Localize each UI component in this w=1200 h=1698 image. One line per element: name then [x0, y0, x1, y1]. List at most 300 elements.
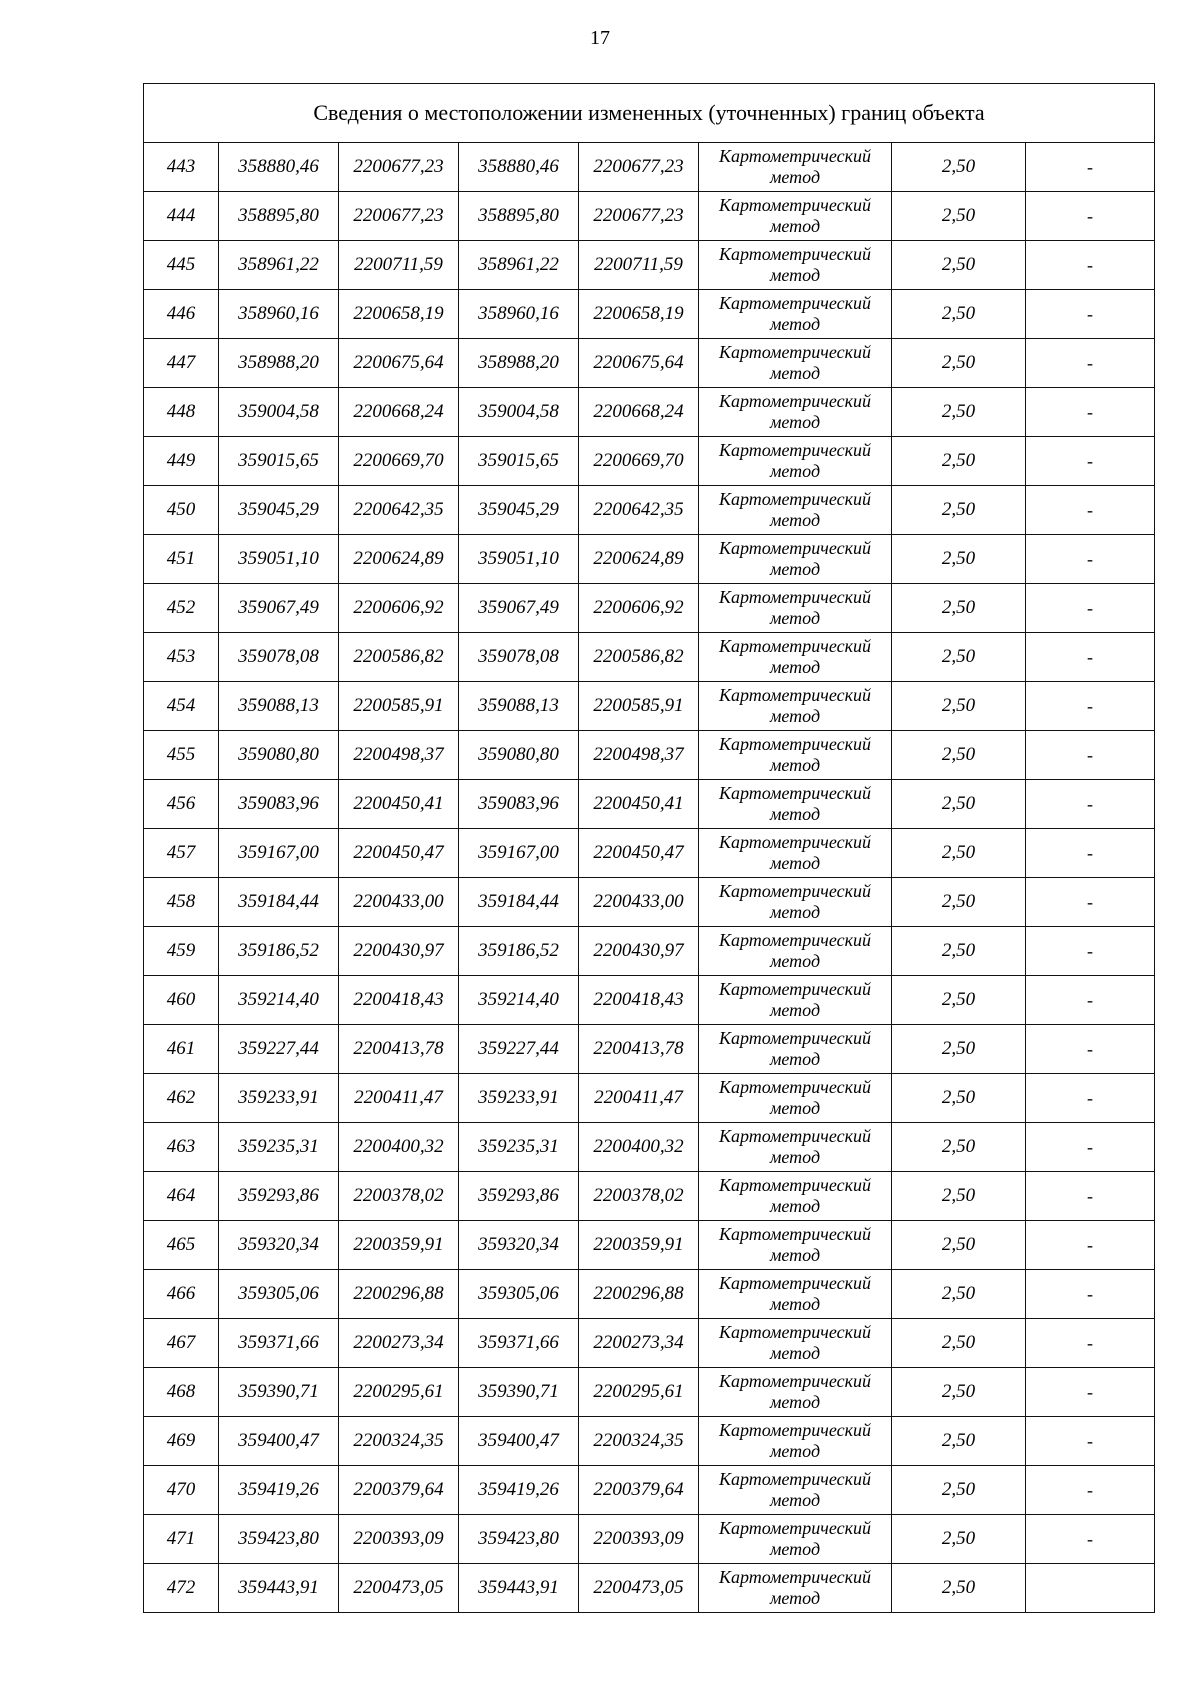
- table-row: [144, 339, 1155, 388]
- table-row: [144, 633, 1155, 682]
- refined-x-cell: 359078,08: [459, 633, 579, 682]
- method-line-1: Картометрический: [718, 930, 871, 950]
- accuracy-cell: 2,50: [892, 1466, 1026, 1515]
- note-cell: -: [1026, 437, 1155, 486]
- method-line-2: метод: [769, 1539, 821, 1559]
- refined-x-cell: 359015,65: [459, 437, 579, 486]
- method-line-1: Картометрический: [718, 881, 871, 901]
- existing-y-cell: 2200295,61: [339, 1368, 459, 1417]
- refined-x-cell: 359305,06: [459, 1270, 579, 1319]
- refined-x-cell: 359423,80: [459, 1515, 579, 1564]
- table-row: [144, 437, 1155, 486]
- note-cell: -: [1026, 290, 1155, 339]
- point-number-cell: 463: [144, 1123, 219, 1172]
- point-number-cell: 445: [144, 241, 219, 290]
- table-row: [144, 1172, 1155, 1221]
- existing-y-cell: 2200669,70: [339, 437, 459, 486]
- refined-y-cell: 2200624,89: [579, 535, 699, 584]
- note-cell: -: [1026, 1466, 1155, 1515]
- existing-x-cell: 359235,31: [219, 1123, 339, 1172]
- method-cell: [699, 633, 892, 682]
- point-number-cell: 467: [144, 1319, 219, 1368]
- accuracy-cell: 2,50: [892, 1319, 1026, 1368]
- method-line-2: метод: [769, 314, 821, 334]
- accuracy-cell: 2,50: [892, 633, 1026, 682]
- refined-y-cell: 2200433,00: [579, 878, 699, 927]
- method-cell: [699, 437, 892, 486]
- refined-x-cell: 359045,29: [459, 486, 579, 535]
- refined-x-cell: 359293,86: [459, 1172, 579, 1221]
- table-row: [144, 1025, 1155, 1074]
- existing-x-cell: 359423,80: [219, 1515, 339, 1564]
- refined-y-cell: 2200677,23: [579, 143, 699, 192]
- refined-x-cell: 359051,10: [459, 535, 579, 584]
- method-line-2: метод: [769, 608, 821, 628]
- existing-x-cell: 359184,44: [219, 878, 339, 927]
- refined-y-cell: 2200586,82: [579, 633, 699, 682]
- refined-y-cell: 2200450,41: [579, 780, 699, 829]
- refined-y-cell: 2200677,23: [579, 192, 699, 241]
- note-cell: -: [1026, 829, 1155, 878]
- note-cell: -: [1026, 1074, 1155, 1123]
- table-title-row: [144, 84, 1155, 143]
- method-line-2: метод: [769, 755, 821, 775]
- method-line-1: Картометрический: [718, 979, 871, 999]
- method-line-2: метод: [769, 216, 821, 236]
- point-number-cell: 459: [144, 927, 219, 976]
- point-number-cell: 455: [144, 731, 219, 780]
- method-line-1: Картометрический: [718, 489, 871, 509]
- method-cell: [699, 1564, 892, 1613]
- existing-x-cell: 358895,80: [219, 192, 339, 241]
- refined-x-cell: 359067,49: [459, 584, 579, 633]
- refined-y-cell: 2200295,61: [579, 1368, 699, 1417]
- existing-y-cell: 2200585,91: [339, 682, 459, 731]
- note-cell: -: [1026, 633, 1155, 682]
- refined-x-cell: 359186,52: [459, 927, 579, 976]
- refined-x-cell: 359320,34: [459, 1221, 579, 1270]
- refined-x-cell: 358961,22: [459, 241, 579, 290]
- method-line-1: Картометрический: [718, 1175, 871, 1195]
- note-cell: -: [1026, 1515, 1155, 1564]
- method-line-1: Картометрический: [718, 1371, 871, 1391]
- method-cell: [699, 829, 892, 878]
- accuracy-cell: 2,50: [892, 1172, 1026, 1221]
- method-cell: [699, 143, 892, 192]
- method-line-2: метод: [769, 853, 821, 873]
- refined-x-cell: 359443,91: [459, 1564, 579, 1613]
- method-line-2: метод: [769, 1049, 821, 1069]
- method-line-1: Картометрический: [718, 1224, 871, 1244]
- existing-y-cell: 2200393,09: [339, 1515, 459, 1564]
- note-cell: -: [1026, 1172, 1155, 1221]
- existing-x-cell: 358988,20: [219, 339, 339, 388]
- note-cell: -: [1026, 976, 1155, 1025]
- accuracy-cell: 2,50: [892, 1221, 1026, 1270]
- existing-x-cell: 358880,46: [219, 143, 339, 192]
- refined-y-cell: 2200473,05: [579, 1564, 699, 1613]
- point-number-cell: 446: [144, 290, 219, 339]
- refined-y-cell: 2200430,97: [579, 927, 699, 976]
- accuracy-cell: 2,50: [892, 192, 1026, 241]
- method-line-1: Картометрический: [718, 1126, 871, 1146]
- method-cell: [699, 192, 892, 241]
- refined-x-cell: 359419,26: [459, 1466, 579, 1515]
- method-cell: [699, 682, 892, 731]
- existing-x-cell: 359320,34: [219, 1221, 339, 1270]
- accuracy-cell: 2,50: [892, 290, 1026, 339]
- accuracy-cell: 2,50: [892, 388, 1026, 437]
- refined-x-cell: 359080,80: [459, 731, 579, 780]
- refined-x-cell: 359390,71: [459, 1368, 579, 1417]
- method-line-2: метод: [769, 1000, 821, 1020]
- refined-x-cell: 359233,91: [459, 1074, 579, 1123]
- method-cell: [699, 1515, 892, 1564]
- method-line-1: Картометрический: [718, 293, 871, 313]
- note-cell: -: [1026, 1270, 1155, 1319]
- note-cell: -: [1026, 927, 1155, 976]
- existing-x-cell: 359051,10: [219, 535, 339, 584]
- existing-x-cell: 359083,96: [219, 780, 339, 829]
- point-number-cell: 451: [144, 535, 219, 584]
- accuracy-cell: 2,50: [892, 1368, 1026, 1417]
- point-number-cell: 454: [144, 682, 219, 731]
- method-line-2: метод: [769, 1147, 821, 1167]
- method-line-1: Картометрический: [718, 1469, 871, 1489]
- refined-x-cell: 359235,31: [459, 1123, 579, 1172]
- existing-x-cell: 359227,44: [219, 1025, 339, 1074]
- method-line-2: метод: [769, 804, 821, 824]
- table-row: [144, 143, 1155, 192]
- note-cell: -: [1026, 535, 1155, 584]
- existing-x-cell: 359293,86: [219, 1172, 339, 1221]
- table-row: [144, 486, 1155, 535]
- table-row: [144, 829, 1155, 878]
- table-row: [144, 682, 1155, 731]
- point-number-cell: 466: [144, 1270, 219, 1319]
- table-row: [144, 1368, 1155, 1417]
- point-number-cell: 456: [144, 780, 219, 829]
- method-line-2: метод: [769, 1490, 821, 1510]
- existing-y-cell: 2200273,34: [339, 1319, 459, 1368]
- table-row: [144, 1319, 1155, 1368]
- refined-x-cell: 359227,44: [459, 1025, 579, 1074]
- point-number-cell: 462: [144, 1074, 219, 1123]
- method-line-1: Картометрический: [718, 832, 871, 852]
- existing-x-cell: 358960,16: [219, 290, 339, 339]
- note-cell: -: [1026, 1319, 1155, 1368]
- refined-x-cell: 359214,40: [459, 976, 579, 1025]
- existing-x-cell: 359186,52: [219, 927, 339, 976]
- point-number-cell: 447: [144, 339, 219, 388]
- method-cell: [699, 1221, 892, 1270]
- existing-x-cell: 359080,80: [219, 731, 339, 780]
- existing-y-cell: 2200296,88: [339, 1270, 459, 1319]
- refined-y-cell: 2200379,64: [579, 1466, 699, 1515]
- method-line-2: метод: [769, 412, 821, 432]
- table-title: Сведения о местоположении измененных (уточненных) границ объекта: [144, 84, 1155, 143]
- note-cell: -: [1026, 1123, 1155, 1172]
- accuracy-cell: 2,50: [892, 437, 1026, 486]
- method-line-1: Картометрический: [718, 342, 871, 362]
- existing-y-cell: 2200711,59: [339, 241, 459, 290]
- method-line-2: метод: [769, 363, 821, 383]
- table-row: [144, 290, 1155, 339]
- method-line-2: метод: [769, 1441, 821, 1461]
- accuracy-cell: 2,50: [892, 731, 1026, 780]
- method-cell: [699, 1368, 892, 1417]
- note-cell: -: [1026, 780, 1155, 829]
- table-row: [144, 731, 1155, 780]
- accuracy-cell: 2,50: [892, 339, 1026, 388]
- existing-x-cell: 359045,29: [219, 486, 339, 535]
- method-line-1: Картометрический: [718, 1077, 871, 1097]
- note-cell: -: [1026, 339, 1155, 388]
- accuracy-cell: 2,50: [892, 143, 1026, 192]
- method-line-1: Картометрический: [718, 1518, 871, 1538]
- refined-y-cell: 2200378,02: [579, 1172, 699, 1221]
- refined-y-cell: 2200273,34: [579, 1319, 699, 1368]
- existing-y-cell: 2200658,19: [339, 290, 459, 339]
- existing-x-cell: 359419,26: [219, 1466, 339, 1515]
- existing-x-cell: 359233,91: [219, 1074, 339, 1123]
- existing-y-cell: 2200418,43: [339, 976, 459, 1025]
- method-line-2: метод: [769, 1196, 821, 1216]
- method-line-1: Картометрический: [718, 685, 871, 705]
- method-cell: [699, 1417, 892, 1466]
- existing-y-cell: 2200379,64: [339, 1466, 459, 1515]
- point-number-cell: 458: [144, 878, 219, 927]
- existing-x-cell: 359078,08: [219, 633, 339, 682]
- refined-x-cell: 359004,58: [459, 388, 579, 437]
- refined-x-cell: 359400,47: [459, 1417, 579, 1466]
- method-line-2: метод: [769, 657, 821, 677]
- method-cell: [699, 1319, 892, 1368]
- point-number-cell: 470: [144, 1466, 219, 1515]
- refined-x-cell: 359184,44: [459, 878, 579, 927]
- note-cell: -: [1026, 1417, 1155, 1466]
- point-number-cell: 465: [144, 1221, 219, 1270]
- note-cell: [1026, 1564, 1155, 1613]
- table-row: [144, 1564, 1155, 1613]
- existing-y-cell: 2200450,47: [339, 829, 459, 878]
- existing-x-cell: 359067,49: [219, 584, 339, 633]
- method-line-1: Картометрический: [718, 195, 871, 215]
- existing-y-cell: 2200450,41: [339, 780, 459, 829]
- method-cell: [699, 1074, 892, 1123]
- point-number-cell: 460: [144, 976, 219, 1025]
- method-line-2: метод: [769, 265, 821, 285]
- accuracy-cell: 2,50: [892, 1270, 1026, 1319]
- method-line-2: метод: [769, 510, 821, 530]
- refined-y-cell: 2200400,32: [579, 1123, 699, 1172]
- note-cell: -: [1026, 486, 1155, 535]
- existing-y-cell: 2200606,92: [339, 584, 459, 633]
- note-cell: -: [1026, 1221, 1155, 1270]
- existing-x-cell: 358961,22: [219, 241, 339, 290]
- refined-y-cell: 2200418,43: [579, 976, 699, 1025]
- accuracy-cell: 2,50: [892, 780, 1026, 829]
- accuracy-cell: 2,50: [892, 584, 1026, 633]
- table-row: [144, 1074, 1155, 1123]
- table-row: [144, 584, 1155, 633]
- accuracy-cell: 2,50: [892, 1515, 1026, 1564]
- method-line-2: метод: [769, 461, 821, 481]
- accuracy-cell: 2,50: [892, 829, 1026, 878]
- method-cell: [699, 486, 892, 535]
- existing-y-cell: 2200400,32: [339, 1123, 459, 1172]
- method-cell: [699, 584, 892, 633]
- refined-y-cell: 2200669,70: [579, 437, 699, 486]
- existing-y-cell: 2200324,35: [339, 1417, 459, 1466]
- accuracy-cell: 2,50: [892, 1074, 1026, 1123]
- existing-y-cell: 2200473,05: [339, 1564, 459, 1613]
- method-cell: [699, 731, 892, 780]
- existing-y-cell: 2200677,23: [339, 143, 459, 192]
- refined-y-cell: 2200668,24: [579, 388, 699, 437]
- table-row: [144, 1221, 1155, 1270]
- method-cell: [699, 780, 892, 829]
- point-number-cell: 443: [144, 143, 219, 192]
- point-number-cell: 469: [144, 1417, 219, 1466]
- table-row: [144, 976, 1155, 1025]
- method-line-1: Картометрический: [718, 1273, 871, 1293]
- point-number-cell: 472: [144, 1564, 219, 1613]
- table-row: [144, 1466, 1155, 1515]
- refined-y-cell: 2200711,59: [579, 241, 699, 290]
- method-cell: [699, 1172, 892, 1221]
- existing-y-cell: 2200498,37: [339, 731, 459, 780]
- existing-x-cell: 359371,66: [219, 1319, 339, 1368]
- refined-y-cell: 2200642,35: [579, 486, 699, 535]
- refined-y-cell: 2200411,47: [579, 1074, 699, 1123]
- existing-y-cell: 2200430,97: [339, 927, 459, 976]
- accuracy-cell: 2,50: [892, 878, 1026, 927]
- method-cell: [699, 388, 892, 437]
- method-line-1: Картометрический: [718, 783, 871, 803]
- point-number-cell: 450: [144, 486, 219, 535]
- existing-x-cell: 359088,13: [219, 682, 339, 731]
- accuracy-cell: 2,50: [892, 927, 1026, 976]
- refined-x-cell: 359371,66: [459, 1319, 579, 1368]
- accuracy-cell: 2,50: [892, 535, 1026, 584]
- table-row: [144, 1515, 1155, 1564]
- table-row: [144, 1123, 1155, 1172]
- existing-y-cell: 2200411,47: [339, 1074, 459, 1123]
- method-line-2: метод: [769, 1588, 821, 1608]
- existing-x-cell: 359015,65: [219, 437, 339, 486]
- refined-y-cell: 2200296,88: [579, 1270, 699, 1319]
- method-line-2: метод: [769, 1343, 821, 1363]
- refined-y-cell: 2200658,19: [579, 290, 699, 339]
- point-number-cell: 448: [144, 388, 219, 437]
- refined-x-cell: 358960,16: [459, 290, 579, 339]
- method-cell: [699, 927, 892, 976]
- note-cell: -: [1026, 731, 1155, 780]
- note-cell: -: [1026, 682, 1155, 731]
- method-line-2: метод: [769, 951, 821, 971]
- method-line-2: метод: [769, 1392, 821, 1412]
- method-line-2: метод: [769, 1098, 821, 1118]
- boundary-coordinates-table: [143, 83, 1155, 1613]
- method-line-1: Картометрический: [718, 146, 871, 166]
- method-line-2: метод: [769, 1245, 821, 1265]
- existing-y-cell: 2200433,00: [339, 878, 459, 927]
- note-cell: -: [1026, 192, 1155, 241]
- method-line-1: Картометрический: [718, 391, 871, 411]
- point-number-cell: 449: [144, 437, 219, 486]
- point-number-cell: 468: [144, 1368, 219, 1417]
- method-line-1: Картометрический: [718, 1028, 871, 1048]
- accuracy-cell: 2,50: [892, 486, 1026, 535]
- refined-x-cell: 358895,80: [459, 192, 579, 241]
- method-cell: [699, 878, 892, 927]
- refined-y-cell: 2200413,78: [579, 1025, 699, 1074]
- refined-x-cell: 359167,00: [459, 829, 579, 878]
- refined-x-cell: 358988,20: [459, 339, 579, 388]
- refined-x-cell: 358880,46: [459, 143, 579, 192]
- table-row: [144, 388, 1155, 437]
- method-cell: [699, 976, 892, 1025]
- point-number-cell: 464: [144, 1172, 219, 1221]
- existing-y-cell: 2200586,82: [339, 633, 459, 682]
- refined-y-cell: 2200450,47: [579, 829, 699, 878]
- existing-y-cell: 2200378,02: [339, 1172, 459, 1221]
- existing-y-cell: 2200359,91: [339, 1221, 459, 1270]
- existing-y-cell: 2200413,78: [339, 1025, 459, 1074]
- accuracy-cell: 2,50: [892, 1123, 1026, 1172]
- method-cell: [699, 1270, 892, 1319]
- method-line-1: Картометрический: [718, 538, 871, 558]
- refined-y-cell: 2200393,09: [579, 1515, 699, 1564]
- refined-x-cell: 359088,13: [459, 682, 579, 731]
- point-number-cell: 444: [144, 192, 219, 241]
- existing-y-cell: 2200642,35: [339, 486, 459, 535]
- refined-y-cell: 2200606,92: [579, 584, 699, 633]
- table-row: [144, 192, 1155, 241]
- method-line-1: Картометрический: [718, 1420, 871, 1440]
- method-line-1: Картометрический: [718, 734, 871, 754]
- method-cell: [699, 1025, 892, 1074]
- point-number-cell: 471: [144, 1515, 219, 1564]
- table-row: [144, 1417, 1155, 1466]
- point-number-cell: 461: [144, 1025, 219, 1074]
- method-line-1: Картометрический: [718, 1322, 871, 1342]
- existing-x-cell: 359390,71: [219, 1368, 339, 1417]
- accuracy-cell: 2,50: [892, 1564, 1026, 1613]
- table-row: [144, 780, 1155, 829]
- method-line-1: Картометрический: [718, 1567, 871, 1587]
- table-row: [144, 927, 1155, 976]
- existing-y-cell: 2200624,89: [339, 535, 459, 584]
- refined-y-cell: 2200585,91: [579, 682, 699, 731]
- method-line-2: метод: [769, 559, 821, 579]
- note-cell: -: [1026, 143, 1155, 192]
- table-row: [144, 535, 1155, 584]
- existing-y-cell: 2200677,23: [339, 192, 459, 241]
- existing-x-cell: 359305,06: [219, 1270, 339, 1319]
- point-number-cell: 457: [144, 829, 219, 878]
- table-row: [144, 241, 1155, 290]
- method-line-2: метод: [769, 706, 821, 726]
- table-row: [144, 1270, 1155, 1319]
- note-cell: -: [1026, 241, 1155, 290]
- existing-x-cell: 359443,91: [219, 1564, 339, 1613]
- accuracy-cell: 2,50: [892, 1025, 1026, 1074]
- refined-y-cell: 2200359,91: [579, 1221, 699, 1270]
- existing-x-cell: 359004,58: [219, 388, 339, 437]
- accuracy-cell: 2,50: [892, 241, 1026, 290]
